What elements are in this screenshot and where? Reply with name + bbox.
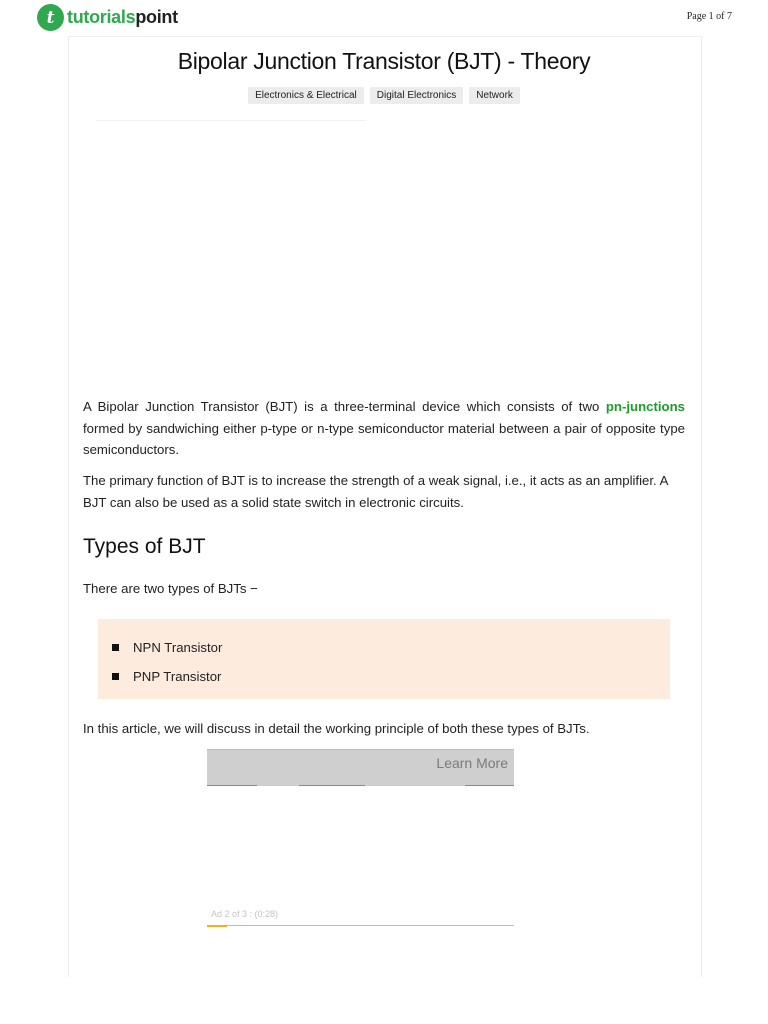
pn-junctions-link[interactable]: pn-junctions bbox=[605, 399, 685, 414]
ad-progress-track bbox=[207, 925, 514, 926]
intro-paragraph: A Bipolar Junction Transistor (BJT) is a three-terminal device which consists of two pn-junctions formed by sandwiching either p-type or n-type semiconductor material between a pair of opposite type semiconductors. bbox=[83, 399, 685, 457]
function-paragraph: The primary function of BJT is to increase the strength of a weak signal, i.e., it acts as an amplifier. A BJT can also be used as a solid state switch in electronic circuits. bbox=[83, 473, 668, 510]
tutorialspoint-logo[interactable] bbox=[37, 4, 178, 31]
tag-list bbox=[0, 87, 768, 104]
square-bullet-icon bbox=[112, 673, 119, 680]
types-list bbox=[112, 633, 222, 691]
tag-digital-electronics[interactable]: Digital Electronics bbox=[370, 87, 463, 104]
list-item: PNP Transistor bbox=[112, 662, 222, 691]
ad-counter: Ad 2 of 3 : (0:28) bbox=[211, 909, 279, 919]
logo-icon: t bbox=[37, 4, 64, 31]
section-heading: Types of BJT bbox=[83, 535, 206, 558]
page-title: Bipolar Junction Transistor (BJT) - Theory bbox=[177, 48, 591, 74]
ad-bar-segment bbox=[299, 785, 365, 786]
logo-wordmark: tutorialspoint bbox=[67, 7, 178, 27]
types-list-box bbox=[98, 619, 670, 699]
ad-bar-segment bbox=[465, 785, 514, 786]
article-scope-paragraph: In this article, we will discuss in detail the working principle of both these types of BJTs. bbox=[83, 721, 590, 736]
square-bullet-icon bbox=[112, 644, 119, 651]
tag-electronics-electrical[interactable]: Electronics & Electrical bbox=[248, 87, 364, 104]
page-count: Page 1 of 7 bbox=[686, 11, 732, 22]
ad-placeholder-top bbox=[96, 120, 366, 121]
types-intro: There are two types of BJTs − bbox=[83, 581, 258, 596]
top-bar bbox=[0, 0, 768, 36]
ad-progress-fill bbox=[207, 925, 227, 927]
learn-more-button[interactable]: Learn More bbox=[436, 755, 508, 771]
tag-network[interactable]: Network bbox=[469, 87, 520, 104]
ad-top-bar bbox=[207, 749, 514, 786]
list-item: NPN Transistor bbox=[112, 633, 222, 662]
ad-bar-segment bbox=[207, 785, 257, 786]
video-ad[interactable] bbox=[207, 749, 514, 927]
